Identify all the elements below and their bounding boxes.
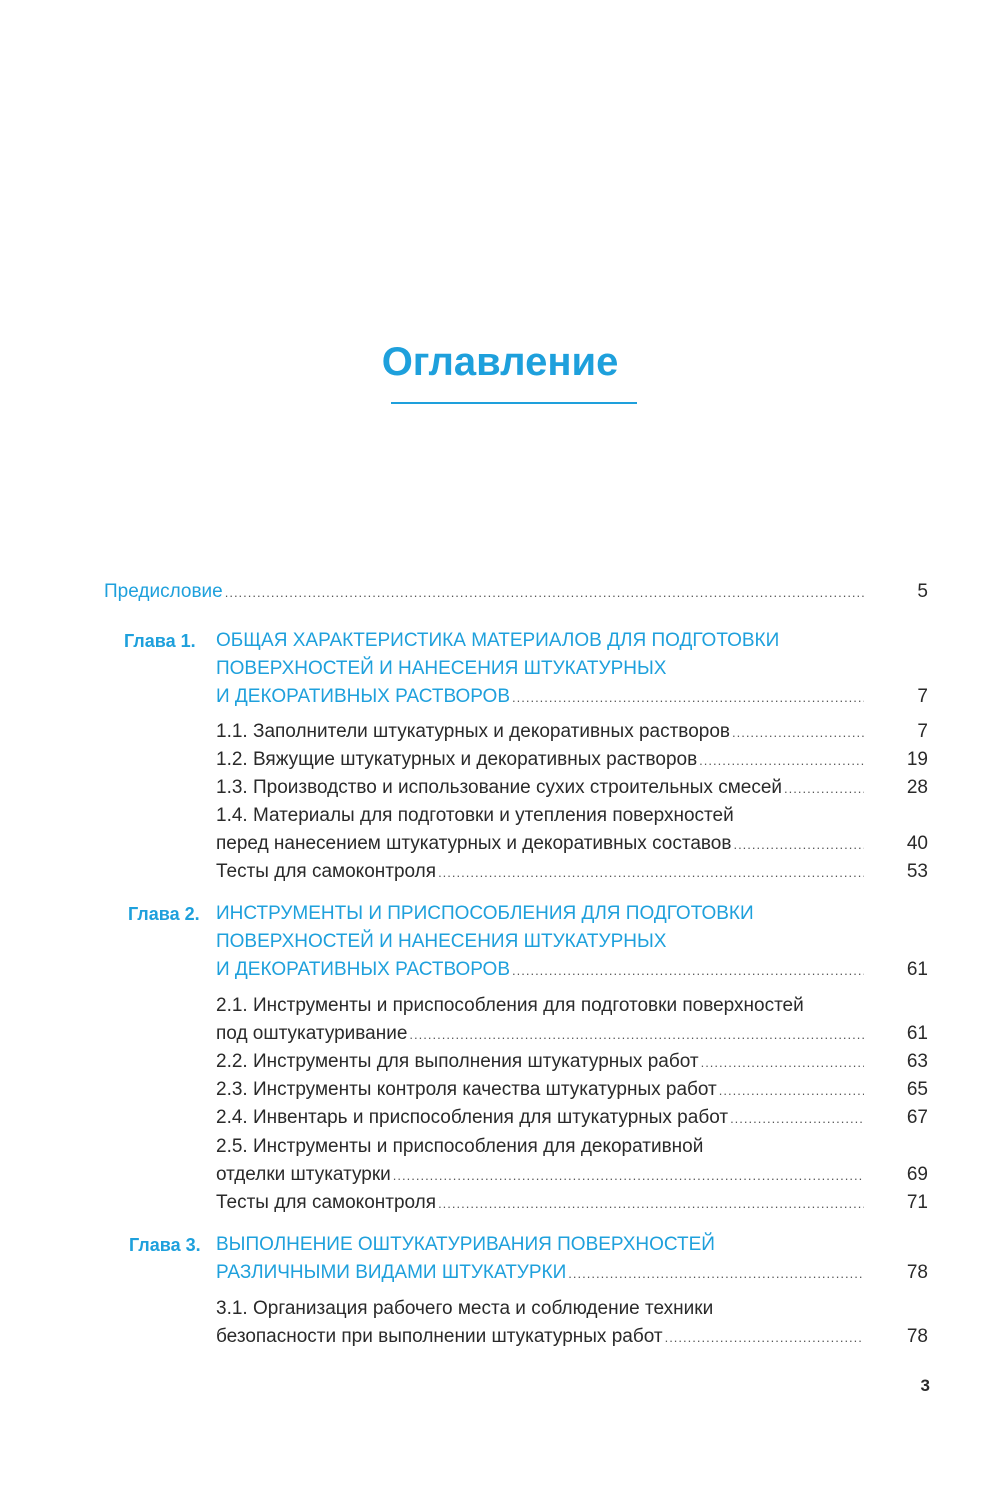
toc-preface-text: Предисловие (104, 581, 223, 602)
chapter-title-line: ИНСТРУМЕНТЫ И ПРИСПОСОБЛЕНИЯ ДЛЯ ПОДГОТОВКИ (216, 903, 754, 924)
leader-dots (225, 579, 864, 607)
toc-section (216, 1323, 866, 1352)
chapter-title-line: ОБЩАЯ ХАРАКТЕРИСТИКА МАТЕРИАЛОВ ДЛЯ ПОДГОТОВКИ (216, 630, 780, 651)
toc-section (216, 718, 866, 747)
chapter-title-line: ПОВЕРХНОСТЕЙ И НАНЕСЕНИЯ ШТУКАТУРНЫХ (216, 658, 667, 679)
page-ref: 7 (917, 686, 928, 707)
toc-section-text: Тесты для самоконтроля (216, 861, 437, 882)
toc-section: 3.1. Организация рабочего места и соблюдение техники (216, 1298, 714, 1319)
leader-dots (733, 831, 864, 859)
leader-dots (719, 1077, 864, 1105)
toc-section-text: отделки штукатурки (216, 1164, 391, 1185)
page-number: 3 (920, 1376, 930, 1395)
chapter-title-line: ПОВЕРХНОСТЕЙ И НАНЕСЕНИЯ ШТУКАТУРНЫХ (216, 931, 667, 952)
toc-section (216, 1048, 866, 1077)
page-ref: 28 (906, 777, 928, 798)
chapter-title-line (216, 1259, 866, 1288)
page-ref: 78 (906, 1326, 928, 1347)
leader-dots (568, 1260, 864, 1288)
page-ref: 5 (917, 581, 928, 602)
leader-dots (730, 1105, 864, 1133)
toc-section (216, 1020, 866, 1049)
toc-section-text: Тесты для самоконтроля (216, 1192, 437, 1213)
toc-section-text: 1.1. Заполнители штукатурных и декоративных растворов (216, 721, 730, 742)
page-title: Оглавление (381, 340, 619, 384)
page-ref: 65 (906, 1079, 928, 1100)
page-ref: 71 (906, 1192, 928, 1213)
page-ref: 53 (906, 861, 928, 882)
toc-section (216, 858, 866, 887)
chapter-title-line-text: РАЗЛИЧНЫМИ ВИДАМИ ШТУКАТУРКИ (216, 1262, 567, 1283)
toc-section: 2.1. Инструменты и приспособления для подготовки поверхностей (216, 995, 804, 1016)
leader-dots (701, 1049, 864, 1077)
toc-section: 1.4. Материалы для подготовки и утепления поверхностей (216, 805, 734, 826)
chapter-title-line: ВЫПОЛНЕНИЕ ОШТУКАТУРИВАНИЯ ПОВЕРХНОСТЕЙ (216, 1234, 715, 1255)
toc-section (216, 1104, 866, 1133)
leader-dots (438, 1190, 864, 1218)
toc-preface (104, 578, 866, 607)
page-ref: 7 (917, 721, 928, 742)
chapter-label: Глава 3. (129, 1235, 201, 1255)
page-ref: 19 (906, 749, 928, 770)
toc-section-text: 1.2. Вяжущие штукатурных и декоративных растворов (216, 749, 698, 770)
page-ref: 78 (906, 1262, 928, 1283)
chapter-title-line (216, 683, 866, 712)
toc-section-text: безопасности при выполнении штукатурных работ (216, 1326, 663, 1347)
leader-dots (512, 957, 864, 985)
leader-dots (393, 1162, 864, 1190)
leader-dots (732, 719, 864, 747)
leader-dots (409, 1021, 864, 1049)
toc-section (216, 1076, 866, 1105)
leader-dots (438, 859, 864, 887)
page-ref: 61 (906, 1023, 928, 1044)
leader-dots (784, 775, 864, 803)
toc-section (216, 1189, 866, 1218)
page-ref: 40 (906, 833, 928, 854)
page-ref: 63 (906, 1051, 928, 1072)
toc-section-text: 2.3. Инструменты контроля качества штукатурных работ (216, 1079, 717, 1100)
toc-section (216, 830, 866, 859)
toc-section-text: под оштукатуривание (216, 1023, 408, 1044)
chapter-title-line-text: И ДЕКОРАТИВНЫХ РАСТВОРОВ (216, 959, 511, 980)
toc-section (216, 774, 866, 803)
chapter-title-line (216, 956, 866, 985)
leader-dots (699, 747, 864, 775)
chapter-label: Глава 1. (124, 631, 196, 651)
toc-section-text: 2.2. Инструменты для выполнения штукатурных работ (216, 1051, 699, 1072)
page-ref: 69 (906, 1164, 928, 1185)
page-ref: 67 (906, 1107, 928, 1128)
toc-section (216, 1161, 866, 1190)
toc-section: 2.5. Инструменты и приспособления для декоративной (216, 1136, 704, 1157)
toc-section-text: перед нанесением штукатурных и декоративных составов (216, 833, 732, 854)
toc-section (216, 746, 866, 775)
chapter-label: Глава 2. (128, 904, 200, 924)
toc-section-text: 1.3. Производство и использование сухих строительных смесей (216, 777, 783, 798)
leader-dots (665, 1324, 864, 1352)
toc-section-text: 2.4. Инвентарь и приспособления для штукатурных работ (216, 1107, 729, 1128)
chapter-title-line-text: И ДЕКОРАТИВНЫХ РАСТВОРОВ (216, 686, 511, 707)
page-ref: 61 (906, 959, 928, 980)
leader-dots (512, 684, 864, 712)
title-underline (391, 402, 637, 404)
